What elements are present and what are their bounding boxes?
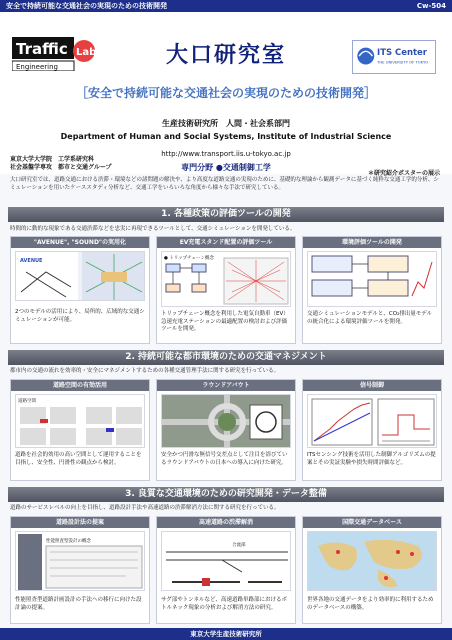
avenue-label: AVENUE xyxy=(20,258,43,264)
road-design-image xyxy=(16,532,145,591)
department-jp: 生産技術研究所 人間・社会系部門 xyxy=(162,119,290,128)
ev-concept-label: ● トリップチェーン概念 xyxy=(164,256,214,261)
section-1-desc: 時間的に動的な現象である交通渋滞などを忠実に再現できるツールとして、交通シミュレーションを開発している。 xyxy=(10,226,296,232)
panel-title: EV充電スタンド配置の評価ツール xyxy=(157,237,295,248)
section-1-heading: 1. 各種政策の評価ツールの開発 xyxy=(8,207,444,222)
expressway-image xyxy=(162,532,291,591)
signal-chart xyxy=(307,394,437,448)
world-map-image xyxy=(308,532,437,591)
header-bar xyxy=(0,0,452,12)
section-2-desc: 都市内の交通の流れを効率的・安全にマネジメントするための各種交通管理手法に関する研究を行っている。 xyxy=(10,368,280,374)
panel-title: 道路設計法の提案 xyxy=(11,517,149,528)
panel-text: 交通シミュレーションモデルと、CO₂排出量モデルの統合化による環境評価ツールを開発。 xyxy=(307,311,432,325)
logo-traffic-text: Traffic xyxy=(16,40,68,58)
panel-road-space xyxy=(10,379,150,481)
header xyxy=(0,12,452,174)
department-en: Department of Human and Social Systems, Institute of Industrial Science xyxy=(60,132,392,141)
intro-text: 大口研究室では、道路交通における渋滞・環境などの諸問題の解決や、より高度な道路交通の実現のために、基礎的な理論から観測データに基づく純粋な交通工学的分析、シミュレーションを用いたケーススタディ分析など、交通工学をいろいろな角度から様々な手法で研究している。 xyxy=(10,177,439,191)
panel-text: 2つのモデルの活用により、局所的、広域的な交通シミュレーションが可能。 xyxy=(15,309,145,323)
panel-text: 世界各地の交通データをより効率的に利用するためのデータベースの構築。 xyxy=(307,597,434,611)
affiliation-line: 東京大学大学院 工学系研究科 xyxy=(10,156,95,163)
section-3-desc: 道路のサービスレベルの向上を目指し、道路設計手法や高速道路の渋滞解消方法に関する研究を行っている。 xyxy=(10,505,280,511)
panel-title: 高速道路の渋滞解消 xyxy=(157,517,295,528)
road-design-label: 性能照査型設計の概念 xyxy=(46,539,91,544)
panel-ev-charging xyxy=(156,236,296,344)
panel-title: 道路空間の有効活用 xyxy=(11,380,149,391)
avenue-screenshot xyxy=(15,251,145,301)
panel-title: ラウンドアバウト xyxy=(157,380,295,391)
affiliation-line: 社会基盤学専攻 都市と交通グループ xyxy=(10,164,112,171)
section-2-heading: 2. 持続可能な都市環境のための交通マネジメント xyxy=(8,350,444,365)
signal-image xyxy=(308,395,437,448)
poster-code: Cw-504 xyxy=(416,2,446,10)
logo-lab-text: Lab xyxy=(76,47,96,58)
ev-diagram xyxy=(161,251,291,307)
panel-title: 環境評価ツールの開発 xyxy=(303,237,441,248)
panel-text: サグ部やトンネルなど、高速道路単路部におけるボトルネック現象の分析および解消方法の研究。 xyxy=(161,597,288,611)
panel-text: ITSセンシング技術を活用した制御アルゴリズムの提案とその実証実験や損失時間評価など。 xyxy=(307,452,436,466)
roundabout-image xyxy=(162,395,291,448)
panel-environment xyxy=(302,236,442,344)
avenue-image xyxy=(16,252,145,301)
environment-image xyxy=(308,252,437,307)
roundabout-photo xyxy=(161,394,291,448)
footer: 東京大学生産技術研究所 xyxy=(0,628,452,640)
road-design-diagram xyxy=(15,531,145,591)
ev-image xyxy=(162,252,291,307)
header-bar-title: 安全で持続可能な交通社会の実現のための技術開発 xyxy=(6,2,167,10)
merge-label: 合流部 xyxy=(232,543,246,548)
panel-title: "AVENUE", "SOUND"の実用化 xyxy=(11,237,149,248)
panel-text: 性能照査型道路計画設計の手法への移行に向けた設計論の提案。 xyxy=(15,597,142,611)
road-space-diagram xyxy=(15,394,145,448)
expressway-diagram xyxy=(161,531,291,591)
lab-url[interactable]: http://www.transport.iis.u-tokyo.ac.jp xyxy=(161,150,291,158)
affiliation xyxy=(10,156,112,172)
research-field: 専門分野 ●交通制御工学 xyxy=(181,163,271,172)
page-title: 大口研究室 xyxy=(165,43,286,68)
panel-database xyxy=(302,516,442,624)
panel-road-design xyxy=(10,516,150,624)
section-3-heading: 3. 良質な交通環境のための研究開発・データ整備 xyxy=(8,487,444,502)
panel-text: 安全かつ円滑な無信号交差点として注目を浴びているラウンドアバウトの日本への導入に向けた研究。 xyxy=(161,452,288,466)
logo-its-sub: THE UNIVERSITY OF TOKYO xyxy=(377,60,429,65)
panel-roundabout xyxy=(156,379,296,481)
panel-signal-control xyxy=(302,379,442,481)
showcase-note: ＊研究紹介ポスターの展示 xyxy=(367,170,440,177)
panel-expressway xyxy=(156,516,296,624)
panel-avenue xyxy=(10,236,150,344)
road-space-label: 道路空間 xyxy=(18,399,36,404)
panel-text: トリップチェーン概念を利用した電気自動車（EV）急速充電ステーションの最適配置の検討および評価ツールを開発。 xyxy=(161,311,289,332)
its-center-logo xyxy=(352,40,436,74)
logo-engineering-text: Engineering xyxy=(16,63,58,71)
world-map xyxy=(307,531,437,591)
logo-its-text: ITS Center xyxy=(377,47,427,58)
panel-text: 道路を社会的効用の高い空間として運用することを目指し、安全性、円滑性の観点から検討。 xyxy=(15,452,142,466)
road-space-image xyxy=(16,395,145,448)
subtitle: ［安全で持続可能な交通社会の実現のための技術開発］ xyxy=(75,86,376,100)
environment-diagram xyxy=(307,251,437,307)
panel-title: 国際交通データベース xyxy=(303,517,441,528)
panel-title: 信号制御 xyxy=(303,380,441,391)
